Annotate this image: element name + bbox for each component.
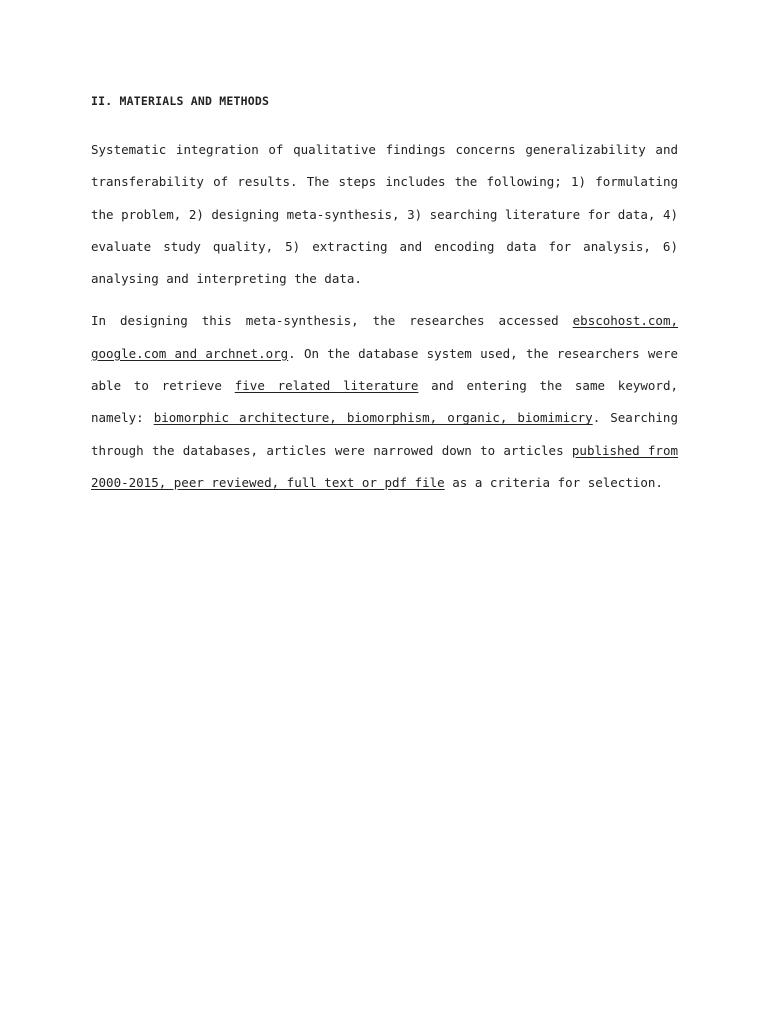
underlined-databases: ebscohost.com, google.com and archnet.org [91, 313, 678, 361]
text-run: In designing this meta-synthesis, the researches accessed [91, 313, 573, 329]
section-heading: II. MATERIALS AND METHODS [91, 94, 270, 108]
paragraph-steps: Systematic integration of qualitative findings concerns generalizability and transferability of results. The steps includes the following; 1) formulating the problem, 2) designing meta-synthesis, 3) searching literature for data, 4) evaluate study quality, 5) extracting and encoding data for analysis, 6) analysing and interpreting the data. [91, 142, 678, 287]
paragraph-search [91, 305, 678, 499]
underlined-literature-count: five related literature [234, 378, 419, 394]
underlined-criteria: published from 2000-2015, peer reviewed, full text or pdf file [91, 442, 679, 490]
text-run: and entering the same keyword, namely: [91, 378, 679, 426]
text-run: as a criteria for selection. [444, 474, 663, 490]
document-body [91, 92, 678, 509]
text-run: . Searching through the databases, articles were narrowed down to articles [91, 410, 678, 458]
text-run: . On the database system used, the researchers were able to retrieve [91, 345, 678, 394]
underlined-keywords: biomorphic architecture, biomorphism, organic, biomimicry [153, 410, 593, 426]
